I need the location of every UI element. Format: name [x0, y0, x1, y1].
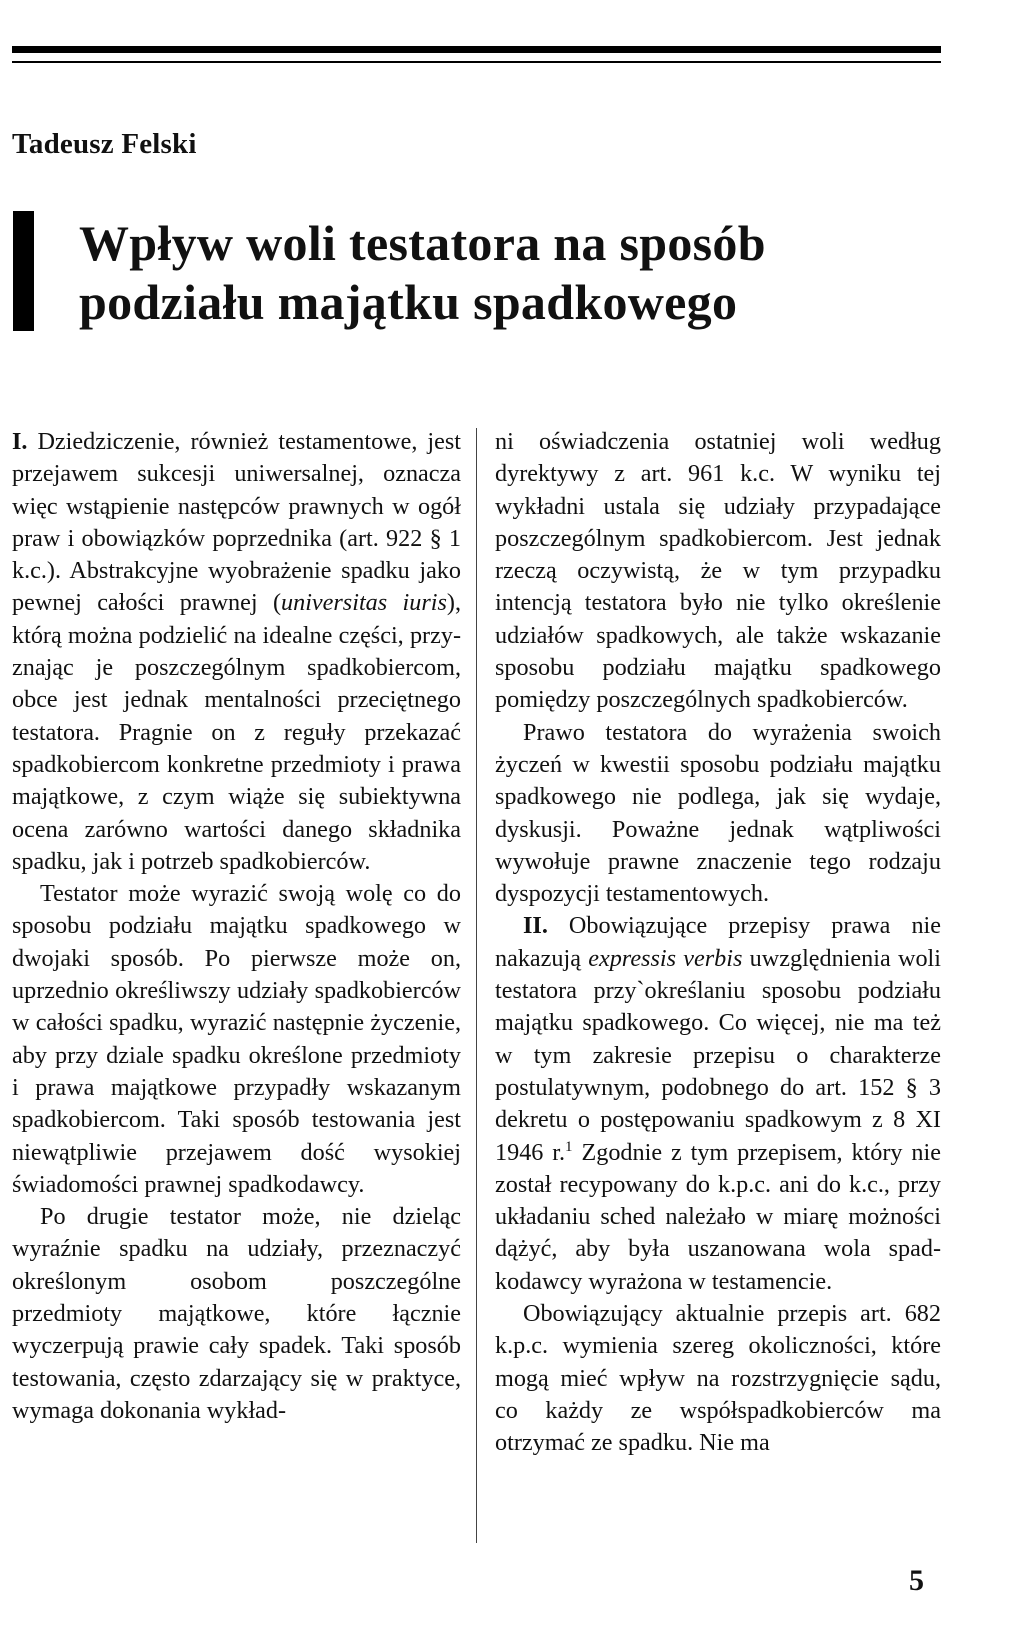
- paragraph: Testator może wyrazić swoją wolę co do sposobu podziału majątku spadkowego w dwojaki sposób. Po pierwsze może on, uprzednio określiwszy udziały spadkobierców w całości spadku, wyrazić następnie życzenie, aby przy dziale spadku określone przedmioty i prawa majątkowe przypadły wskazanym spadkobiercom. Taki sposób testowania jest niewątpliwie przejawem dość wysokiej świadomości prawnej spadkodawcy.: [12, 880, 461, 1198]
- left-column: [12, 426, 461, 1427]
- title-line-2: podziału majątku spadkowego: [79, 274, 738, 330]
- paragraph: [12, 426, 461, 878]
- paragraph: [495, 910, 941, 1298]
- page-number: 5: [909, 1564, 924, 1597]
- footnote-marker: 1: [565, 1138, 573, 1155]
- section-number: I.: [12, 428, 28, 455]
- top-rule-thick: [12, 46, 941, 53]
- title-accent-bar: [13, 211, 34, 331]
- paragraph-text: Obowiązujące przepisy prawa nie nakazują: [495, 912, 941, 972]
- paragraph: ni oświadczenia ostatniej woli według dyrektywy z art. 961 k.c. W wyniku tej wykładni ustala się udziały przypadające poszczególnym spadkobiercom. Jest jednak rzeczą oczywistą, że w tym przypadku intencją testatora było nie tylko określenie udziałów spadkowych, ale także wskazanie sposobu podziału majątku spadkowego pomiędzy poszczególnych spadkobierców.: [495, 428, 941, 714]
- top-rule-thin: [12, 61, 941, 63]
- paragraph-text: uwzględnienia woli testatora przy`określaniu sposobu podziału majątku spadkowego. Co więcej, nie ma też w tym zakresie przepisu o charakterze postulatywnym, podobnego do art. 152 § 3 dekretu o postępowaniu spadkowym z 8 XI 1946 r.: [495, 944, 942, 1166]
- paragraph-text: Zgodnie z tym przepisem, który nie został recypowany do k.p.c. ani do k.c., przy układaniu sched należało w miarę możności dążyć, aby była uszanowana wola spadkodawcy wyrażona w testamencie.: [495, 1138, 941, 1295]
- author-name: Tadeusz Felski: [12, 128, 197, 160]
- column-divider: [476, 428, 477, 1543]
- italic-term: expressis verbis: [588, 944, 743, 972]
- italic-term: universitas iuris: [281, 589, 447, 617]
- paragraph: Prawo testatora do wyrażenia swoich życzeń w kwestii sposobu podziału majątku spadkowego nie podlega, jak się wydaje, dyskusji. Poważne jednak wątpliwości wywołuje prawne znaczenie tego rodzaju dyspozycji testamentowych.: [495, 718, 941, 908]
- article-title: [79, 214, 939, 332]
- paragraph: Po drugie testator może, nie dzieląc wyraźnie spadku na udziały, przeznaczyć określonym osobom poszczególne przedmioty majątkowe, które łącznie wyczerpują prawie cały spadek. Taki sposób testowania, często zdarzający się w praktyce, wymaga dokonania wykład-: [12, 1203, 461, 1424]
- right-column: [495, 426, 941, 1460]
- paragraph: Obowiązujący aktualnie przepis art. 682 k.p.c. wymienia szereg okoliczności, które mogą mieć wpływ na rozstrzygnięcie sądu, co każdy ze współspadkobierców ma otrzymać ze spadku. Nie ma: [495, 1300, 941, 1457]
- paragraph-text: Dziedziczenie, również testamentowe, jest przejawem sukcesji uniwersalnej, oznacza więc wstąpienie następców prawnych w ogół praw i obowiązków poprzednika (art. 922 § 1 k.c.). Abstrakcyjne wyobrażenie spadku jako pewnej całości prawnej (: [12, 428, 461, 617]
- title-line-1: Wpływ woli testatora na sposób: [79, 215, 766, 271]
- section-number: II.: [523, 912, 548, 940]
- paragraph-text: ), którą można podzielić na idealne części, przyznając je poszczególnym spadkobiercom, obce jest jednak mentalności przeciętnego testatora. Pragnie on z reguły przekazać spadkobiercom konkretne przedmioty i prawa majątkowe, z czym wiąże się subiektywna ocena zarówno wartości danego składnika spadku, jak i potrzeb spadkobierców.: [12, 589, 461, 875]
